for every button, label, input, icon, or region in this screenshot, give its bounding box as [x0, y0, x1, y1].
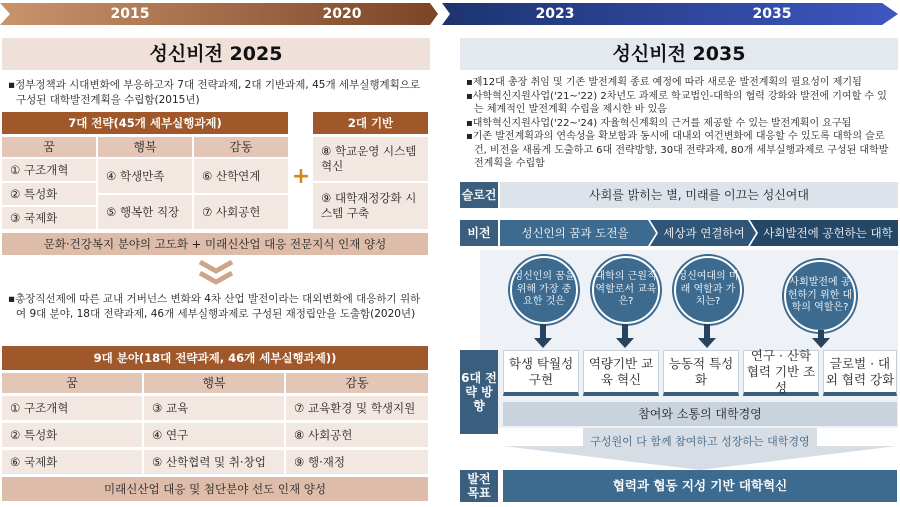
question-circle: 성신여대의 미래 역할과 가치는? [674, 256, 742, 324]
strategy-item: ④ 학생만족 [98, 159, 192, 193]
strategy-box: 글로벌 · 대외 협력 강화 [823, 350, 897, 396]
base-item: ⑨ 대학재정강화 시스템 구축 [313, 183, 428, 229]
seven-strategy-header: 7대 전략(45개 세부실행과제) [2, 112, 288, 134]
timeline-segment-past [0, 3, 438, 25]
plus-sign: + [291, 164, 311, 189]
nine-fields-header: 9대 분야(18대 전략과제, 46개 세부실행과제)) [2, 346, 428, 370]
col-moved-header: 감동 [286, 373, 428, 393]
year-2020: 2020 [322, 6, 362, 22]
bullet-item: ▪대학혁신지원사업('22~'24) 자율혁신계획의 근거를 제공할 수 있는 발전계획이 요구됨 [466, 117, 852, 129]
goal-label: 발전 목표 [460, 470, 498, 502]
two-base-header: 2대 기반 [313, 112, 428, 134]
year-2015: 2015 [110, 6, 150, 22]
question-circle: 성신인의 꿈을 위해 가장 중요한 것은 [510, 256, 578, 324]
consensus-text: 구성원이 다 함께 참여하고 성장하는 대학경영 [590, 435, 810, 448]
circle-arrows [480, 320, 898, 352]
field-item: ① 구조개혁 [2, 396, 142, 420]
slogan-label: 슬로건 [460, 182, 498, 208]
strategy-item: ① 구조개혁 [2, 159, 96, 181]
vision-label: 비전 [460, 220, 498, 246]
field-item: ⑥ 국제화 [2, 450, 142, 474]
bullet-item: ▪제12대 총장 취임 및 기존 발전계획 종료 예정에 따라 새로운 발전계획의 필요성이 제기됨 [466, 77, 862, 88]
vision-part-1: 성신인의 꿈과 도전을 [521, 226, 629, 240]
vision-2025-title: 성신비전 2025 [2, 38, 430, 70]
field-item: ⑨ 행·재정 [286, 450, 428, 474]
vision-2035-bullets [466, 76, 896, 171]
vision-part-3: 사회발전에 공헌하는 대학 [763, 226, 893, 240]
revision-2020-text [8, 292, 426, 321]
bullet-item: ▪사학혁신지원사업('21~'22) 2차년도 과제로 학교법인-대학의 협력 강화와 발전에 기여할 수 있는 체계적인 발전계획 수립을 제시한 바 있음 [466, 90, 887, 115]
vision-2025-footer: 문화·건강복지 분야의 고도화 + 미래신산업 대응 전문지식 인재 양성 [2, 233, 428, 255]
col-happy-header: 행복 [144, 373, 284, 393]
revision-2020-text-content: ▪총장직선제에 따른 교내 거버넌스 변화와 4차 산업 발전이라는 대외변화에 대응하기 위하여 9대 분야, 18대 전략과제, 46개 세부실행과제로 구성된 재정립안을 도출함(2020년) [8, 293, 421, 320]
strategy-item: ⑤ 행복한 직장 [98, 195, 192, 229]
strategy-box: 능동적 특성화 [663, 350, 739, 396]
col-happy-header: 행복 [98, 137, 192, 157]
strategy-direction-label: 6대 전략 방향 [460, 350, 498, 434]
field-item: ⑧ 사회공헌 [286, 423, 428, 447]
col-dream-header: 꿈 [2, 137, 96, 157]
strategy-item: ③ 국제화 [2, 207, 96, 229]
foundation-bar: 참여와 소통의 대학경영 [503, 402, 897, 426]
field-item: ② 특성화 [2, 423, 142, 447]
strategy-item: ⑦ 사회공헌 [194, 195, 288, 229]
year-2023: 2023 [535, 6, 575, 22]
slogan-text: 사회를 밝히는 별, 미래를 이끄는 성신여대 [500, 182, 898, 208]
field-item: ⑦ 교육환경 및 학생지원 [286, 396, 428, 420]
chevron-down-icon [196, 260, 236, 286]
question-circle: 대학의 근원적 역할로서 교육은? [592, 256, 660, 324]
field-item: ④ 연구 [144, 423, 284, 447]
question-circle: 사회발전에 공헌하기 위한 대학의 역할은? [784, 260, 856, 332]
strategy-box: 학생 탁월성 구현 [503, 350, 579, 396]
vision-2025-intro [8, 78, 426, 107]
vision-2025-intro-text: ▪정부정책과 시대변화에 부응하고자 7대 전략과제, 2대 기반과제, 45개 세부실행계획으로 구성된 대학발전계획을 수립함(2015년) [8, 79, 421, 106]
plan-2020-footer: 미래신산업 대응 및 첨단분야 선도 인재 양성 [2, 477, 428, 501]
strategy-box: 연구 · 산학 협력 기반 조성 [743, 350, 819, 396]
vision-2035-title: 성신비전 2035 [460, 38, 898, 70]
col-moved-header: 감동 [194, 137, 288, 157]
col-dream-header: 꿈 [2, 373, 142, 393]
goal-text: 협력과 협동 지성 기반 대학혁신 [503, 470, 897, 502]
field-item: ③ 교육 [144, 396, 284, 420]
bullet-item: ▪기존 발전계획과의 연속성을 확보함과 동시에 대내외 여건변화에 대응할 수 있도록 대학의 슬로건, 비전을 새롭게 도출하고 6대 전략방향, 30대 전략과제, 80개 세부실행과제로 구성된 대학발전계획을 수립함 [466, 131, 889, 169]
field-item: ⑤ 산학협력 및 취·창업 [144, 450, 284, 474]
strategy-item: ⑥ 산학연계 [194, 159, 288, 193]
strategy-box: 역량기반 교육 혁신 [583, 350, 659, 396]
vision-part-2: 세상과 연결하여 [663, 226, 745, 240]
year-2035: 2035 [752, 6, 792, 22]
base-item: ⑧ 학교운영 시스템 혁신 [313, 137, 428, 181]
timeline-segment-future [442, 3, 898, 25]
strategy-item: ② 특성화 [2, 183, 96, 205]
